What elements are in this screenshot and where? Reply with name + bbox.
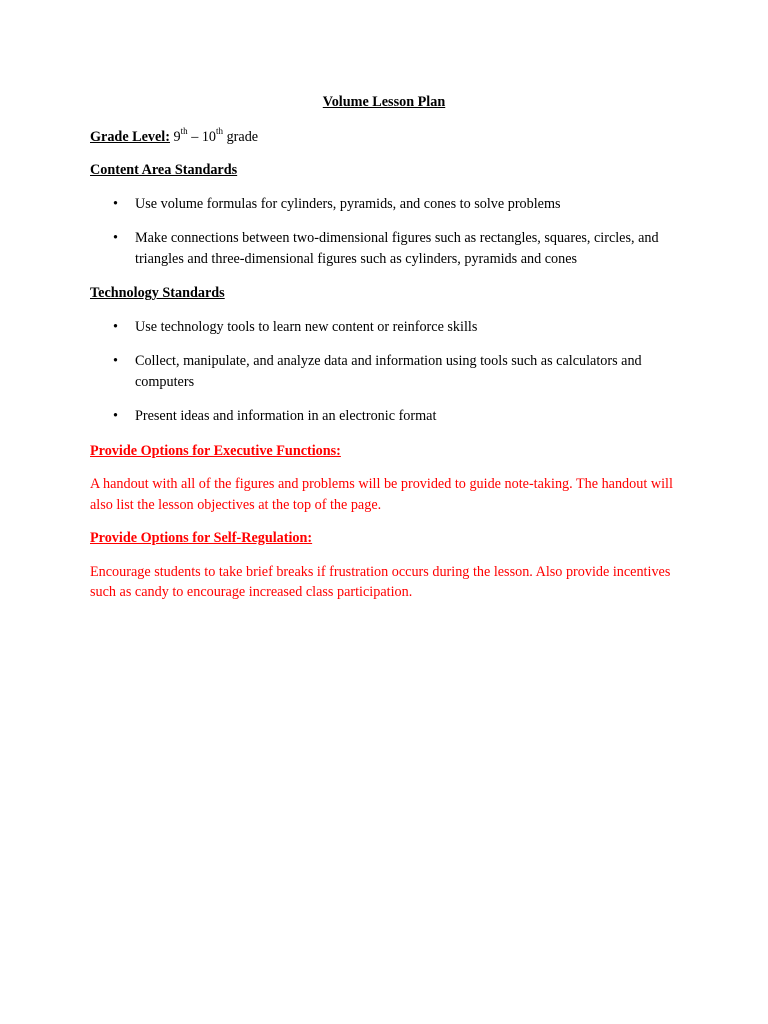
list-item [90,351,690,392]
bullet-icon: • [113,318,118,335]
self-regulation-text: Encourage students to take brief breaks if frustration occurs during the lesson. Also provide incentives such as candy to encourage increased class participation. [90,563,671,600]
self-regulation-heading: Provide Options for Self-Regulation: [90,530,313,546]
list-item-text: Use volume formulas for cylinders, pyramids, and cones to solve problems [135,195,561,212]
list-item [90,406,690,427]
content-standards-list [90,194,690,270]
document-title: Volume Lesson Plan [322,94,446,110]
bullet-icon: • [113,408,118,424]
bullet-icon: • [113,230,118,246]
list-item [90,228,690,269]
technology-standards-list [90,317,690,427]
technology-standards-heading: Technology Standards [90,285,225,301]
list-item-text: Make connections between two-dimensional figures such as rectangles, squares, circles, and triangles and three-dimensional figures such as cylinders, pyramids and cones [135,230,659,267]
document-body [90,92,690,616]
executive-functions-heading: Provide Options for Executive Functions: [90,442,341,459]
grade-end-number: 10 [201,128,217,145]
grade-end-ordinal: th [216,125,224,136]
grade-dash: – [191,128,199,145]
list-item-text: Present ideas and information in an electronic format [135,408,437,424]
list-item-text: Use technology tools to learn new content or reinforce skills [135,318,478,335]
grade-start-number: 9 [173,128,181,145]
grade-suffix: grade [226,128,259,145]
content-standards-heading: Content Area Standards [90,162,238,178]
executive-functions-text: A handout with all of the figures and problems will be provided to guide note-taking. The handout will also list the lesson objectives at the top of the page. [90,476,673,513]
grade-level-line [90,127,690,148]
grade-start-ordinal: th [180,125,188,136]
list-item-text: Collect, manipulate, and analyze data and information using tools such as calculators and computers [135,353,642,390]
grade-level-label: Grade Level: [90,128,170,145]
list-item [90,317,690,338]
bullet-icon: • [113,195,118,212]
bullet-icon: • [113,353,118,369]
list-item [90,194,690,215]
